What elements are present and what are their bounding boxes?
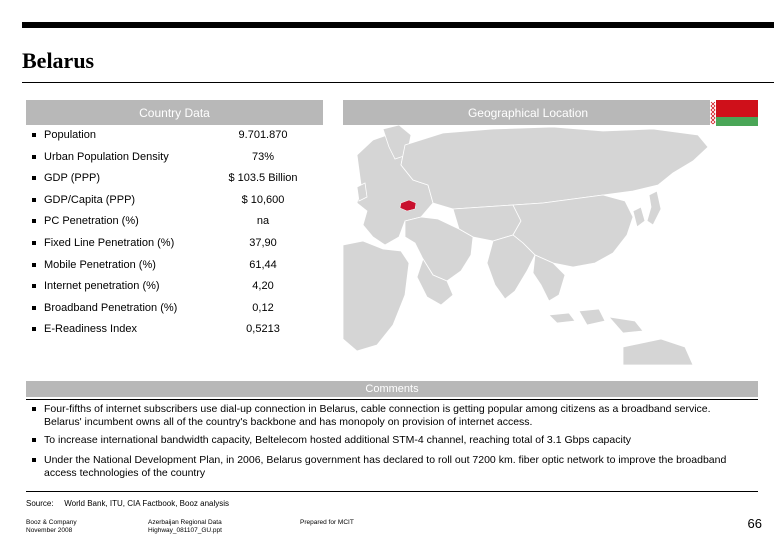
bottom-divider bbox=[26, 491, 758, 492]
bullet-icon bbox=[32, 176, 36, 180]
page-title: Belarus bbox=[22, 48, 95, 73]
top-bar bbox=[22, 22, 774, 28]
data-value: 61,44 bbox=[249, 259, 277, 271]
data-value: 73% bbox=[251, 151, 275, 163]
data-row bbox=[26, 319, 323, 339]
page-number: 66 bbox=[747, 516, 762, 531]
data-label: Fixed Line Penetration (%) bbox=[44, 237, 175, 249]
data-label: GDP/Capita (PPP) bbox=[44, 194, 136, 206]
data-row bbox=[26, 255, 323, 275]
bullet-icon bbox=[32, 241, 36, 245]
bullet-icon bbox=[32, 284, 36, 288]
data-label: GDP (PPP) bbox=[44, 172, 101, 184]
data-value: 4,20 bbox=[252, 280, 274, 292]
data-label: Internet penetration (%) bbox=[44, 280, 160, 292]
bullet-icon bbox=[32, 407, 36, 411]
data-value: 37,90 bbox=[249, 237, 277, 249]
footer-company: Booz & Company November 2008 bbox=[26, 519, 77, 534]
data-row bbox=[26, 276, 323, 296]
comment-item bbox=[30, 434, 750, 447]
comment-text: To increase international bandwidth capacity, Beltelecom hosted additional STM-4 channel, reaching total of 3.1 Gbps capacity bbox=[44, 434, 631, 446]
source-line bbox=[26, 499, 229, 508]
comment-text: Under the National Development Plan, in 2006, Belarus government has declared to roll out 7200 km. fiber optic network to improve the broadband access technologies of the country bbox=[44, 454, 727, 479]
comments-divider bbox=[26, 399, 758, 400]
data-label: PC Penetration (%) bbox=[44, 215, 139, 227]
geographical-location-header: Geographical Location bbox=[343, 100, 713, 125]
data-value: 0,5213 bbox=[246, 323, 280, 335]
title-divider bbox=[22, 82, 774, 83]
comments-header: Comments bbox=[26, 381, 758, 397]
bullet-icon bbox=[32, 155, 36, 159]
data-row bbox=[26, 147, 323, 167]
bullet-icon bbox=[32, 219, 36, 223]
source-text: World Bank, ITU, CIA Factbook, Booz analysis bbox=[64, 499, 230, 508]
bullet-icon bbox=[32, 263, 36, 267]
data-label: Broadband Penetration (%) bbox=[44, 302, 178, 314]
data-row bbox=[26, 211, 323, 231]
data-label: E-Readiness Index bbox=[44, 323, 137, 335]
eurasia-map bbox=[343, 125, 713, 365]
data-row bbox=[26, 298, 323, 318]
map-illustration bbox=[343, 125, 713, 365]
bullet-icon bbox=[32, 306, 36, 310]
data-label: Mobile Penetration (%) bbox=[44, 259, 156, 271]
bullet-icon bbox=[32, 133, 36, 137]
data-value: 0,12 bbox=[252, 302, 274, 314]
bullet-icon bbox=[32, 327, 36, 331]
bullet-icon bbox=[32, 438, 36, 442]
data-label: Population bbox=[44, 129, 96, 141]
comment-item bbox=[30, 454, 750, 479]
data-row bbox=[26, 190, 323, 210]
data-row bbox=[26, 233, 323, 253]
source-label: Source: bbox=[26, 499, 54, 508]
bullet-icon bbox=[32, 458, 36, 462]
data-value: 9.701.870 bbox=[238, 129, 288, 141]
footer-document: Azerbaijan Regional Data Highway_081107_GU.ppt bbox=[148, 519, 222, 534]
data-label: Urban Population Density bbox=[44, 151, 169, 163]
belarus-flag-icon bbox=[710, 100, 758, 126]
data-row bbox=[26, 125, 323, 145]
comment-text: Four-fifths of internet subscribers use dial-up connection in Belarus, cable connection is getting popular among citizens as a broadband service. Belarus' incumbent owns all of the country's backbone and has monopoly on provision of internet access. bbox=[44, 403, 711, 428]
data-value: na bbox=[256, 215, 270, 227]
data-value: $ 103.5 Billion bbox=[228, 172, 298, 184]
data-value: $ 10,600 bbox=[241, 194, 285, 206]
country-data-header: Country Data bbox=[26, 100, 323, 125]
data-row bbox=[26, 168, 323, 188]
bullet-icon bbox=[32, 198, 36, 202]
footer-prepared: Prepared for MCIT bbox=[300, 519, 354, 526]
comment-item bbox=[30, 403, 750, 428]
